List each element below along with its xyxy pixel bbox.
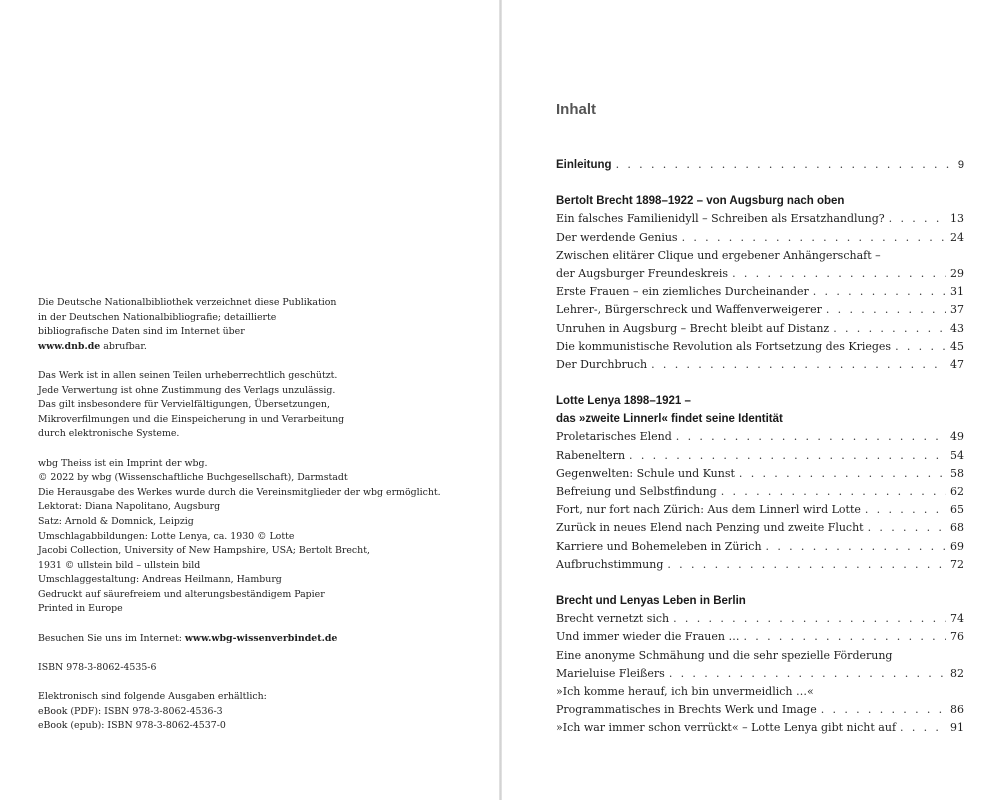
toc-entry-page: 72 [950, 557, 964, 571]
toc-entry-page: 13 [950, 212, 964, 226]
dot-leader [732, 265, 946, 283]
dot-leader [682, 229, 946, 247]
imprint-line: bibliografische Daten sind im Internet über [38, 326, 245, 338]
dot-leader [739, 465, 946, 483]
toc-section-title[interactable]: das »zweite Linnerl« findet seine Identität [556, 413, 783, 426]
dot-leader [743, 628, 946, 646]
imprint-line: Das gilt insbesondere für Vervielfältigungen, Übersetzungen, [38, 399, 330, 411]
toc-section-title[interactable]: Brecht und Lenyas Leben in Berlin [556, 594, 746, 607]
toc-entry-title: Und immer wieder die Frauen … [556, 630, 740, 644]
imprint [38, 296, 458, 734]
toc-sections [556, 192, 964, 737]
imprint-line: Das Werk ist in allen seinen Teilen urheberrechtlich geschützt. [38, 369, 338, 381]
imprint-line: Gedruckt auf säurefreiem und alterungsbeständigem Papier [38, 588, 325, 600]
toc-section [556, 392, 964, 574]
toc-entry-intro[interactable] [556, 156, 964, 174]
toc-section [556, 592, 964, 738]
imprint-line: eBook (PDF): ISBN 978-3-8062-4536-3 [38, 705, 223, 717]
toc-entry-title: Befreiung und Selbstfindung [556, 485, 717, 498]
dot-leader [895, 338, 946, 356]
toc-entry[interactable] [556, 356, 964, 374]
toc-entry[interactable] [556, 447, 964, 465]
imprint-line [38, 632, 458, 647]
imprint-line: in der Deutschen Nationalbibliografie; detaillierte [38, 311, 277, 323]
imprint-line: wbg Theiss ist ein Imprint der wbg. [38, 457, 208, 469]
imprint-line: Die Deutsche Nationalbibliothek verzeichnet diese Publikation [38, 297, 337, 308]
toc-entry-title: Programmatisches in Brechts Werk und Image [556, 703, 817, 717]
toc-entry[interactable] [556, 283, 964, 301]
toc-entry-title: Ein falsches Familienidyll – Schreiben als Ersatzhandlung? [556, 212, 885, 226]
toc-entry-page: 31 [950, 285, 964, 299]
isbn: ISBN 978-3-8062-4535-6 [38, 661, 157, 673]
dnb-link[interactable]: www.dnb.de [38, 340, 101, 352]
imprint-line: © 2022 by wbg (Wissenschaftliche Buchgesellschaft), Darmstadt [38, 472, 348, 484]
dot-leader [651, 356, 946, 374]
toc-entry[interactable] [556, 338, 964, 356]
toc-entry-page: 47 [950, 357, 964, 371]
imprint-line: durch elektronische Systeme. [38, 428, 180, 440]
toc-entry-page: 91 [950, 721, 964, 735]
toc-entry-page: 86 [950, 703, 964, 717]
imprint-line: Elektronisch sind folgende Ausgaben erhältlich: [38, 691, 267, 703]
imprint-line: Mikroverfilmungen und die Einspeicherung in und Verarbeitung [38, 413, 345, 425]
toc-entry[interactable] [556, 556, 964, 574]
toc-entry-title: Die kommunistische Revolution als Fortsetzung des Krieges [556, 339, 892, 353]
imprint-copyright-notice [38, 369, 458, 442]
toc-entry[interactable] [556, 665, 964, 683]
dot-leader [616, 156, 954, 174]
toc-entry-page: 43 [950, 321, 964, 335]
toc-entry-page: 24 [950, 230, 964, 244]
toc-entry-page: 68 [950, 521, 964, 535]
toc-entry-title: Unruhen in Augsburg – Brecht bleibt auf Distanz [556, 321, 830, 335]
website-link[interactable]: www.wbg-wissenverbindet.de [184, 632, 338, 644]
toc-entry[interactable] [556, 701, 964, 719]
toc-entry-page: 82 [950, 666, 964, 680]
toc-entry[interactable] [556, 610, 964, 628]
toc-entry-title: Brecht vernetzt sich [556, 612, 670, 626]
toc-entry-title-line[interactable]: Eine anonyme Schmähung und die sehr spezielle Förderung [556, 648, 893, 662]
toc-entry[interactable] [556, 483, 964, 501]
toc-entry[interactable] [556, 229, 964, 247]
dot-leader [813, 283, 946, 301]
toc-section-title[interactable]: Bertolt Brecht 1898–1922 – von Augsburg nach oben [556, 195, 845, 208]
toc-entry-page: 45 [950, 339, 964, 353]
dot-leader [629, 447, 946, 465]
table-of-contents [556, 156, 964, 737]
dot-leader [673, 610, 946, 628]
toc-entry-page: 74 [950, 612, 964, 626]
toc-entry[interactable] [556, 538, 964, 556]
toc-entry-page: 58 [950, 466, 964, 480]
toc-entry-title: »Ich war immer schon verrückt« – Lotte Lenya gibt nicht auf [556, 721, 897, 735]
toc-entry-title: Aufbruchstimmung [556, 557, 664, 571]
website-prefix: Besuchen Sie uns im Internet: [38, 632, 185, 644]
imprint-ebook-editions [38, 690, 458, 734]
toc-entry-title: Einleitung [556, 159, 612, 171]
dot-leader [766, 538, 946, 556]
toc-heading: Inhalt [556, 101, 596, 118]
imprint-line: 1931 © ullstein bild – ullstein bild [38, 559, 201, 571]
toc-entry[interactable] [556, 465, 964, 483]
toc-entry-title: Erste Frauen – ein ziemliches Durcheinander [556, 285, 809, 299]
imprint-line: Jacobi Collection, University of New Hampshire, USA; Bertolt Brecht, [38, 545, 370, 557]
toc-entry-page: 69 [950, 539, 964, 553]
dot-leader [676, 428, 946, 446]
imprint-line: eBook (epub): ISBN 978-3-8062-4537-0 [38, 720, 226, 732]
imprint-line: Umschlagabbildungen: Lotte Lenya, ca. 1930 © Lotte [38, 530, 295, 542]
dot-leader [865, 501, 946, 519]
imprint-line: Satz: Arnold & Domnick, Leipzig [38, 515, 194, 527]
toc-entry[interactable] [556, 719, 964, 737]
imprint-line: Jede Verwertung ist ohne Zustimmung des Verlags unzulässig. [38, 384, 336, 396]
toc-entry-title: Gegenwelten: Schule und Kunst [556, 466, 735, 480]
dnb-link-tail: abrufbar. [100, 340, 147, 352]
toc-entry-title: Proletarisches Elend [556, 430, 672, 444]
toc-entry-title: Fort, nur fort nach Zürich: Aus dem Linnerl wird Lotte [556, 503, 861, 517]
toc-entry[interactable] [556, 519, 964, 537]
imprint-website [38, 632, 458, 647]
toc-entry[interactable] [556, 320, 964, 338]
toc-section [556, 192, 964, 374]
right-page [502, 0, 1000, 800]
dot-leader [900, 719, 946, 737]
toc-entry-title: Der Durchbruch [556, 357, 648, 371]
toc-entry[interactable] [556, 628, 964, 646]
toc-entry-title: der Augsburger Freundeskreis [556, 266, 729, 280]
toc-entry-page: 29 [950, 266, 964, 280]
toc-entry[interactable] [556, 301, 964, 319]
dot-leader [833, 320, 946, 338]
imprint-line: Lektorat: Diana Napolitano, Augsburg [38, 501, 221, 513]
toc-entry-title-line[interactable]: Zwischen elitärer Clique und ergebener Anhängerschaft – [556, 248, 881, 262]
toc-entry-title: Zurück in neues Elend nach Penzing und zweite Flucht [556, 521, 864, 535]
toc-entry-page: 37 [950, 303, 964, 317]
dot-leader [889, 210, 946, 228]
dot-leader [667, 556, 946, 574]
toc-entry[interactable] [556, 265, 964, 283]
imprint-line: Die Herausgabe des Werkes wurde durch die Vereinsmitglieder der wbg ermöglicht. [38, 486, 441, 498]
toc-entry-page: 76 [950, 630, 964, 644]
toc-section-title[interactable]: Lotte Lenya 1898–1921 – [556, 395, 691, 408]
toc-entry-title: Marieluise Fleißers [556, 666, 665, 680]
toc-entry-title: Lehrer-, Bürgerschreck und Waffenverweigerer [556, 303, 822, 317]
imprint-isbn [38, 661, 458, 676]
dot-leader [721, 483, 946, 501]
toc-entry-page: 62 [950, 485, 964, 498]
imprint-publisher-credits [38, 457, 458, 618]
dot-leader [821, 701, 946, 719]
toc-entry[interactable] [556, 501, 964, 519]
imprint-dnb-notice [38, 296, 458, 354]
dot-leader [868, 519, 946, 537]
imprint-line: Printed in Europe [38, 603, 123, 615]
dot-leader [826, 301, 946, 319]
toc-entry-page: 54 [950, 448, 964, 462]
toc-entry-page: 9 [957, 159, 964, 171]
toc-entry-title: Rabeneltern [556, 448, 626, 462]
dot-leader [669, 665, 946, 683]
toc-entry-title: Der werdende Genius [556, 230, 678, 244]
toc-entry-title-line[interactable]: »Ich komme herauf, ich bin unvermeidlich …« [556, 684, 814, 698]
toc-entry-title: Karriere und Bohemeleben in Zürich [556, 539, 762, 553]
toc-entry-page: 65 [950, 503, 964, 517]
toc-entry[interactable] [556, 210, 964, 228]
imprint-line: Umschlaggestaltung: Andreas Heilmann, Hamburg [38, 574, 282, 586]
toc-entry[interactable] [556, 428, 964, 446]
imprint-line [38, 340, 458, 355]
toc-entry-page: 49 [950, 430, 964, 444]
